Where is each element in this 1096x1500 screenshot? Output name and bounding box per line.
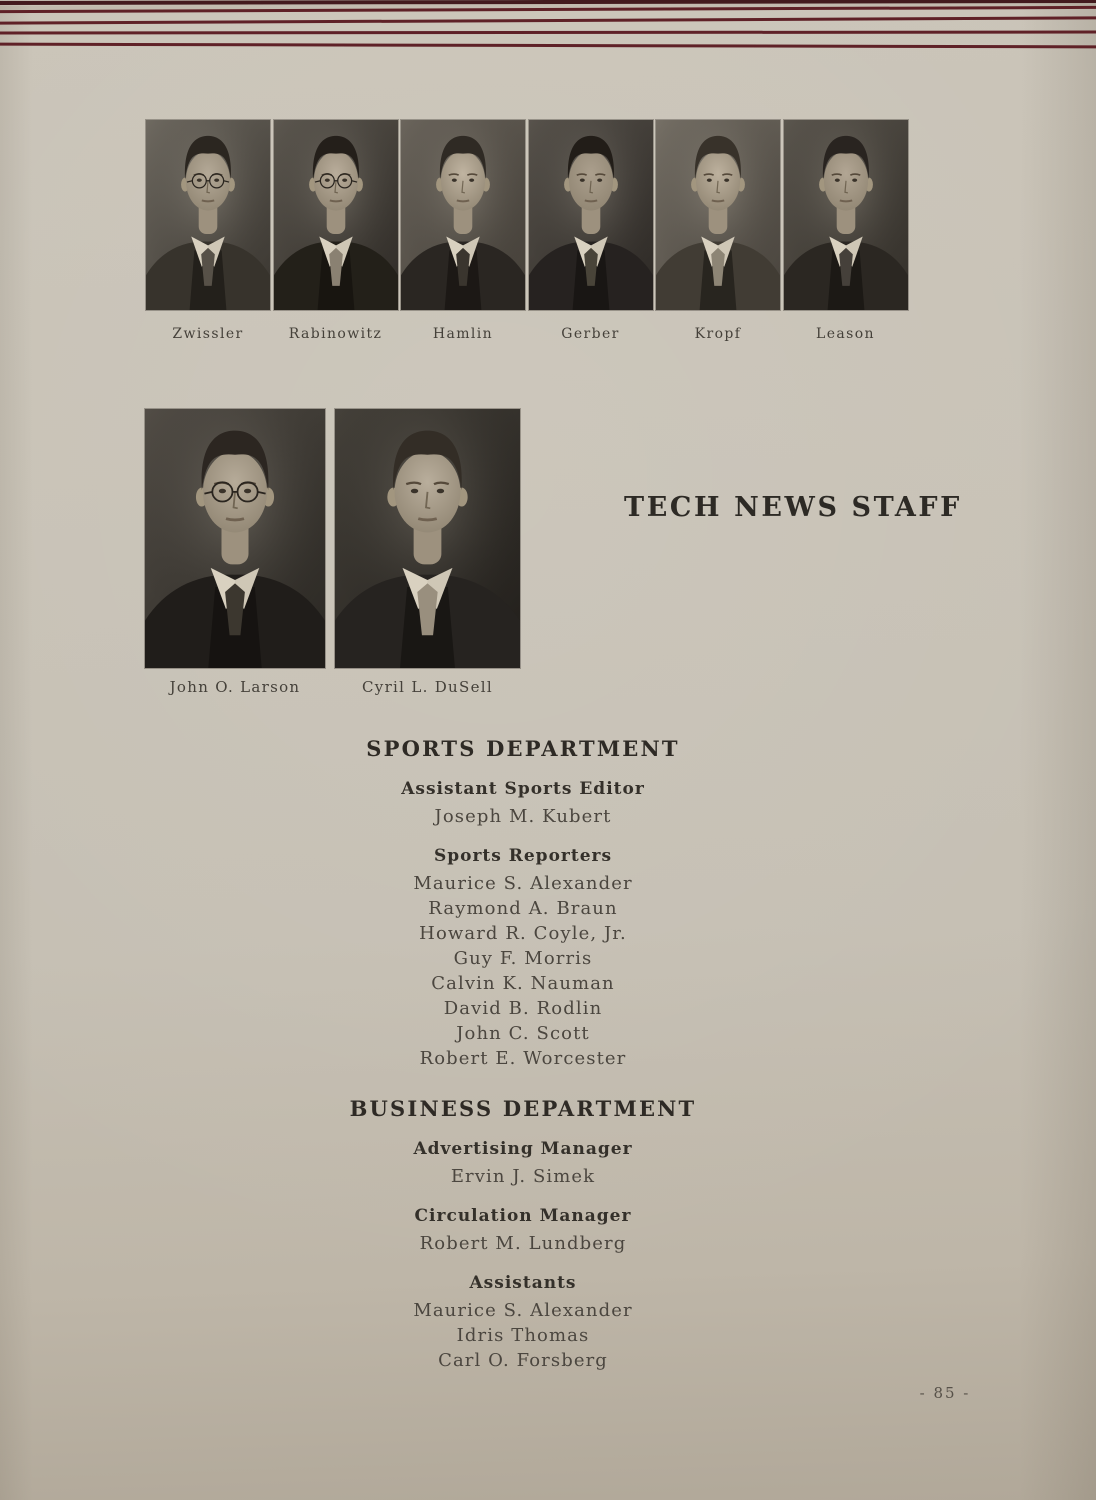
portrait-caption: Gerber (561, 326, 620, 342)
portrait-photo (529, 120, 653, 310)
portrait-caption: Rabinowitz (288, 326, 383, 342)
staff-name: John C. Scott (456, 1023, 590, 1044)
portrait-photo (274, 120, 398, 310)
featured-portrait-caption: John O. Larson (169, 678, 301, 696)
role-title: Advertising Manager (413, 1139, 633, 1159)
page-title: TECH NEWS STAFF (624, 492, 962, 523)
staff-name: Raymond A. Braun (428, 898, 618, 919)
staff-name: Guy F. Morris (453, 948, 593, 969)
role-title: Sports Reporters (433, 846, 613, 866)
staff-name: David B. Rodlin (443, 998, 603, 1019)
featured-portrait-photo (145, 409, 325, 668)
featured-portrait-photo (335, 409, 520, 668)
staff-name: Calvin K. Nauman (431, 973, 615, 994)
page-number: - 85 - (919, 1384, 971, 1402)
staff-name: Maurice S. Alexander (413, 1300, 633, 1321)
role-title: Circulation Manager (414, 1206, 632, 1226)
staff-name: Joseph M. Kubert (434, 806, 612, 827)
department-heading: BUSINESS DEPARTMENT (349, 1096, 697, 1121)
staff-name: Ervin J. Simek (450, 1166, 596, 1187)
name-list (283, 1231, 763, 1256)
portrait-caption: Hamlin (432, 326, 494, 342)
name-list (283, 1164, 763, 1189)
featured-photo-captions (145, 678, 520, 696)
top-rule (0, 31, 1096, 35)
portrait-photo (784, 120, 908, 310)
name-list (283, 804, 763, 829)
name-list (283, 871, 763, 1071)
portrait-photo (146, 120, 270, 310)
staff-roster (283, 736, 763, 1373)
featured-photo-row (145, 409, 520, 668)
portrait-photo (401, 120, 525, 310)
portrait-photo (656, 120, 780, 310)
role-title: Assistant Sports Editor (401, 779, 645, 799)
staff-name: Robert E. Worcester (419, 1048, 627, 1069)
department-heading: SPORTS DEPARTMENT (366, 736, 680, 761)
top-rule (0, 43, 1096, 49)
staff-name: Howard R. Coyle, Jr. (419, 923, 627, 944)
portrait-caption: Leason (816, 326, 875, 342)
staff-name: Carl O. Forsberg (438, 1350, 608, 1371)
role-title: Assistants (469, 1273, 577, 1293)
portrait-caption: Zwissler (172, 326, 244, 342)
staff-name: Robert M. Lundberg (419, 1233, 627, 1254)
staff-name: Maurice S. Alexander (413, 873, 633, 894)
portrait-caption: Kropf (694, 326, 742, 342)
staff-name: Idris Thomas (456, 1325, 590, 1346)
featured-portrait-caption: Cyril L. DuSell (362, 678, 493, 696)
name-list (283, 1298, 763, 1373)
staff-photo-strip (146, 120, 908, 310)
staff-photo-captions (146, 326, 908, 342)
top-rule (0, 16, 1096, 24)
